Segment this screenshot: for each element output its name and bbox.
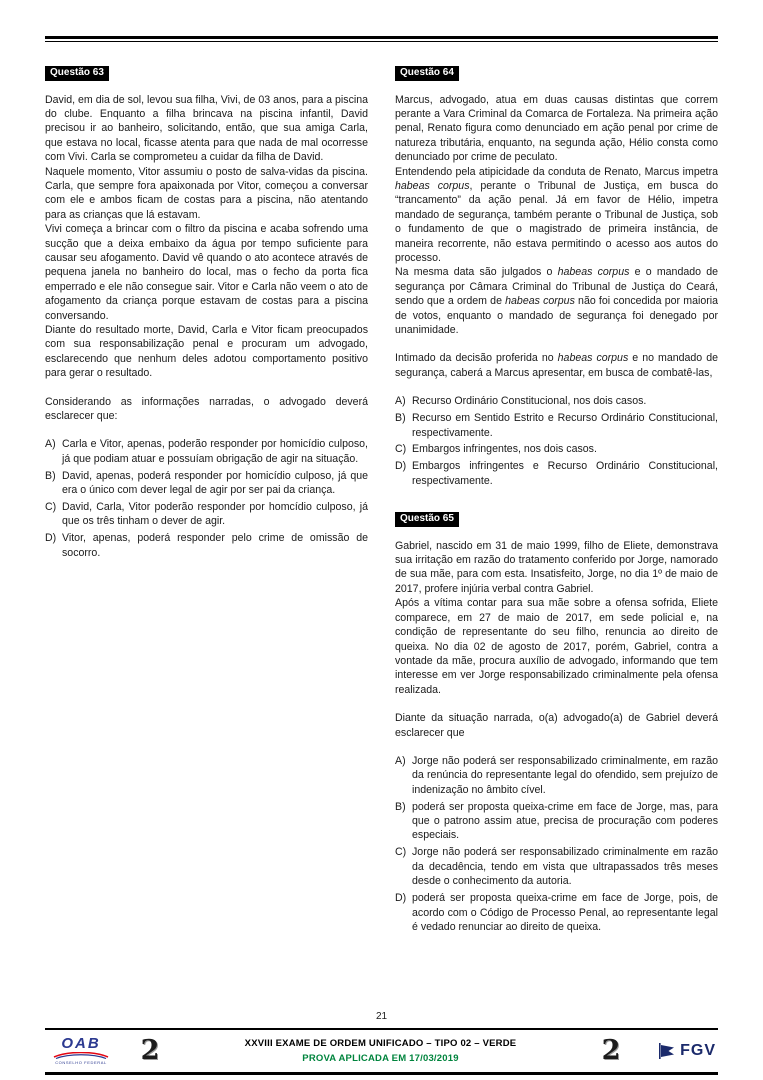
- text-run: Intimado da decisão proferida no: [395, 352, 558, 365]
- footer-bottom-rule: [45, 1072, 718, 1075]
- header-rule-thin: [45, 41, 718, 42]
- question-63-option-c: [45, 500, 368, 529]
- text-run: Entendendo pela atipicidade da conduta de Renato, Marcus impetra: [395, 165, 718, 178]
- question-63-options: [45, 437, 368, 560]
- header-rule-thick: [45, 36, 718, 39]
- fgv-wordmark: FGV: [680, 1042, 716, 1059]
- tipo-2-numeral-left: 2: [140, 1035, 160, 1066]
- question-64-header: Questão 64: [395, 66, 459, 81]
- oab-subtext: CONSELHO FEDERAL: [55, 1060, 107, 1065]
- question-65-prompt: Diante da situação narrada, o(a) advogado(a) de Gabriel deverá esclarecer que: [395, 712, 718, 739]
- option-text: poderá ser proposta queixa-crime em face de Jorge, mas, para que o patrono assim atue, precisa de procuração com poderes especiais.: [412, 800, 718, 842]
- exam-applied-date: PROVA APLICADA EM 17/03/2019: [302, 1052, 459, 1064]
- option-text: Recurso Ordinário Constitucional, nos dois casos.: [412, 395, 647, 408]
- oab-swoosh-icon: [53, 1052, 109, 1059]
- option-text: Embargos infringentes e Recurso Ordinário Constitucional, respectivamente.: [412, 460, 718, 487]
- option-letter: B): [395, 800, 406, 813]
- italic-term-habeas-corpus: habeas corpus: [395, 179, 470, 192]
- page-footer: [45, 1028, 718, 1075]
- header-rule: [45, 36, 718, 42]
- text-run: e no mandado de segurança, caberá a Marcus apresentar, em busca de combatê-las,: [395, 352, 718, 379]
- option-text: David, Carla, Vitor poderão responder por homcídio culposo, já que os três tinham o dever de agir.: [62, 501, 368, 528]
- question-65-paragraph-1: Gabriel, nascido em 31 de maio 1999, filho de Eliete, demonstrava sua irritação em razão do tratamento conferido por Jorge, namorado de sua mãe, para com esta. Insatisfeito, Jorge, no dia 1º de maio de 2017, profere injúria verbal contra Gabriel.: [395, 539, 718, 595]
- text-run: , perante o Tribunal de Justiça, em busca do “trancamento” da ação penal. Já em favor de Hélio, impetra mandado de segurança, também perante o Tribunal de Justiça, sob o fundamento de que o magistrado de primeira instância, de maneira recorrente, não estava permitindo o acesso aos autos do processo.: [395, 179, 718, 264]
- option-text: Recurso em Sentido Estrito e Recurso Ordinário Constitucional, respectivamente.: [412, 412, 718, 439]
- exam-title-block: [163, 1038, 598, 1064]
- italic-term-habeas-corpus: habeas corpus: [557, 352, 629, 365]
- question-65-header: Questão 65: [395, 512, 459, 527]
- tipo-2-numeral-right: 2: [601, 1035, 621, 1066]
- option-text: Carla e Vitor, apenas, poderão responder por homicídio culposo, já que podiam atuar e possuíam obrigação de agir na situação.: [62, 438, 368, 465]
- question-63-paragraph-2: Naquele momento, Vitor assumiu o posto de salva-vidas da piscina. Carla, que sempre fora apaixonada por Vitor, começou a conversar com ele e ambos ficam de costas para a piscina, não atentando para as crianças que lá estavam.: [45, 165, 368, 221]
- question-64-option-b: [395, 411, 718, 440]
- question-65-options: [395, 754, 718, 934]
- option-text: Jorge não poderá ser responsabilizado criminalmente em razão da decadência, tendo em vista que ultrapassados três meses desde o conhecimento da autoria.: [412, 846, 718, 888]
- option-letter: C): [395, 846, 407, 859]
- exam-title-line1: XXVIII EXAME DE ORDEM UNIFICADO – TIPO 02 – VERDE: [244, 1038, 517, 1050]
- oab-wordmark: OAB: [61, 1035, 101, 1052]
- question-65-option-b: [395, 800, 718, 843]
- option-text: Vitor, apenas, poderá responder pelo crime de omissão de socorro.: [62, 532, 368, 559]
- option-text: Jorge não poderá ser responsabilizado criminalmente, em razão da renúncia do representante legal do ofendido, sem prejuízo de indenização no âmbito cível.: [412, 754, 718, 796]
- option-letter: D): [45, 532, 57, 545]
- question-64-option-d: [395, 459, 718, 488]
- left-column: [45, 62, 368, 934]
- fgv-logo: [642, 1042, 716, 1060]
- italic-term-habeas-corpus: habeas corpus: [505, 295, 575, 308]
- option-letter: C): [45, 501, 57, 514]
- option-letter: D): [395, 892, 407, 905]
- text-run: Na mesma data são julgados o: [395, 266, 558, 279]
- question-63-paragraph-4: Diante do resultado morte, David, Carla e Vitor ficam preocupados com sua responsabilização penal e procuram um advogado, esclarecendo que nenhum deles adotou comportamento positivo para gerar o resultado.: [45, 324, 368, 380]
- question-63-option-a: [45, 437, 368, 466]
- footer-band: [45, 1030, 718, 1072]
- option-letter: A): [45, 438, 56, 451]
- question-63-header: Questão 63: [45, 66, 109, 81]
- question-65: [395, 508, 718, 934]
- question-63-option-b: [45, 469, 368, 498]
- text-run: e o mandado de segurança por Câmara Criminal do Tribunal de Justiça do Ceará, sendo que a ordem de: [395, 266, 719, 308]
- question-65-option-a: [395, 754, 718, 797]
- question-64-prompt: [395, 351, 718, 380]
- question-64-paragraph-1: Marcus, advogado, atua em duas causas distintas que correm perante a Vara Criminal da Comarca de Fortaleza. Na primeira ação penal, Renato figura como denunciado em ação penal por crime de natureza tributária, enquanto, na segunda ação, Hélio consta como denunciado por crime de peculato.: [395, 93, 718, 164]
- right-column: [395, 62, 718, 934]
- question-63-paragraph-1: David, em dia de sol, levou sua filha, Vivi, de 03 anos, para a piscina do clube. Enquanto a filha brincava na piscina infantil, David precisou ir ao banheiro, solicitando, então, que sua amiga Carla, que estava no local, ficasse atenta para que nada de mal ocorresse com Vivi. Carla se comprometeu a cuidar da filha de David.: [45, 93, 368, 164]
- option-letter: A): [395, 754, 406, 767]
- option-letter: B): [45, 469, 56, 482]
- question-63-prompt: Considerando as informações narradas, o advogado deverá esclarecer que:: [45, 395, 368, 423]
- question-64: [395, 62, 718, 488]
- option-letter: D): [395, 460, 407, 473]
- option-text: Embargos infringentes, nos dois casos.: [412, 443, 597, 456]
- question-64-paragraph-2: [395, 165, 718, 266]
- question-64-option-a: [395, 394, 718, 408]
- question-65-option-d: [395, 891, 718, 934]
- question-63-paragraph-3: Vivi começa a brincar com o filtro da piscina e acaba sofrendo uma sucção que a deixa embaixo da água por tempo suficiente para causar seu afogamento. David vê quando o ato acontece através de pequena janela no banheiro do local, mas o fecho da porta fica emperrado e ele não consegue sair. Vitor e Carla não veem o ato de afogamento da criança porque estavam de costas para a piscina conversando.: [45, 223, 368, 322]
- question-65-option-c: [395, 845, 718, 888]
- option-letter: A): [395, 395, 406, 408]
- question-64-option-c: [395, 442, 718, 456]
- question-64-options: [395, 394, 718, 488]
- question-64-paragraph-3: [395, 265, 718, 337]
- page-number: 21: [375, 1011, 388, 1022]
- two-column-content: [45, 62, 718, 934]
- option-text: David, apenas, poderá responder por homicídio culposo, já que era o único com dever legal de agir por ser pai da criança.: [62, 469, 368, 497]
- italic-term-habeas-corpus: habeas corpus: [557, 266, 630, 279]
- question-65-paragraph-2: Após a vítima contar para sua mãe sobre a ofensa sofrida, Eliete comparece, em 27 de maio de 2017, em sede policial e, na condição de representante do seu filho, renuncia ao direito de queixa. No dia 02 de agosto de 2017, porém, Gabriel, contra a vontade da mãe, procura auxílio de advogado, informando que tem interesse em ver Jorge responsabilizado criminalmente pela ofensa realizada.: [395, 597, 718, 696]
- text-run: não foi concedida por maioria de votos, enquanto o mandado de segurança foi denegado por unanimidade.: [395, 295, 718, 336]
- fgv-flag-icon: [658, 1043, 676, 1059]
- option-letter: C): [395, 443, 407, 456]
- option-text: poderá ser proposta queixa-crime em face de Jorge, pois, de acordo com o Código de Processo Penal, ao representante legal é vedado renunciar ao direito de queixa.: [412, 892, 718, 933]
- question-63: [45, 62, 368, 560]
- question-63-option-d: [45, 531, 368, 560]
- option-letter: B): [395, 412, 406, 425]
- oab-logo: [47, 1037, 115, 1065]
